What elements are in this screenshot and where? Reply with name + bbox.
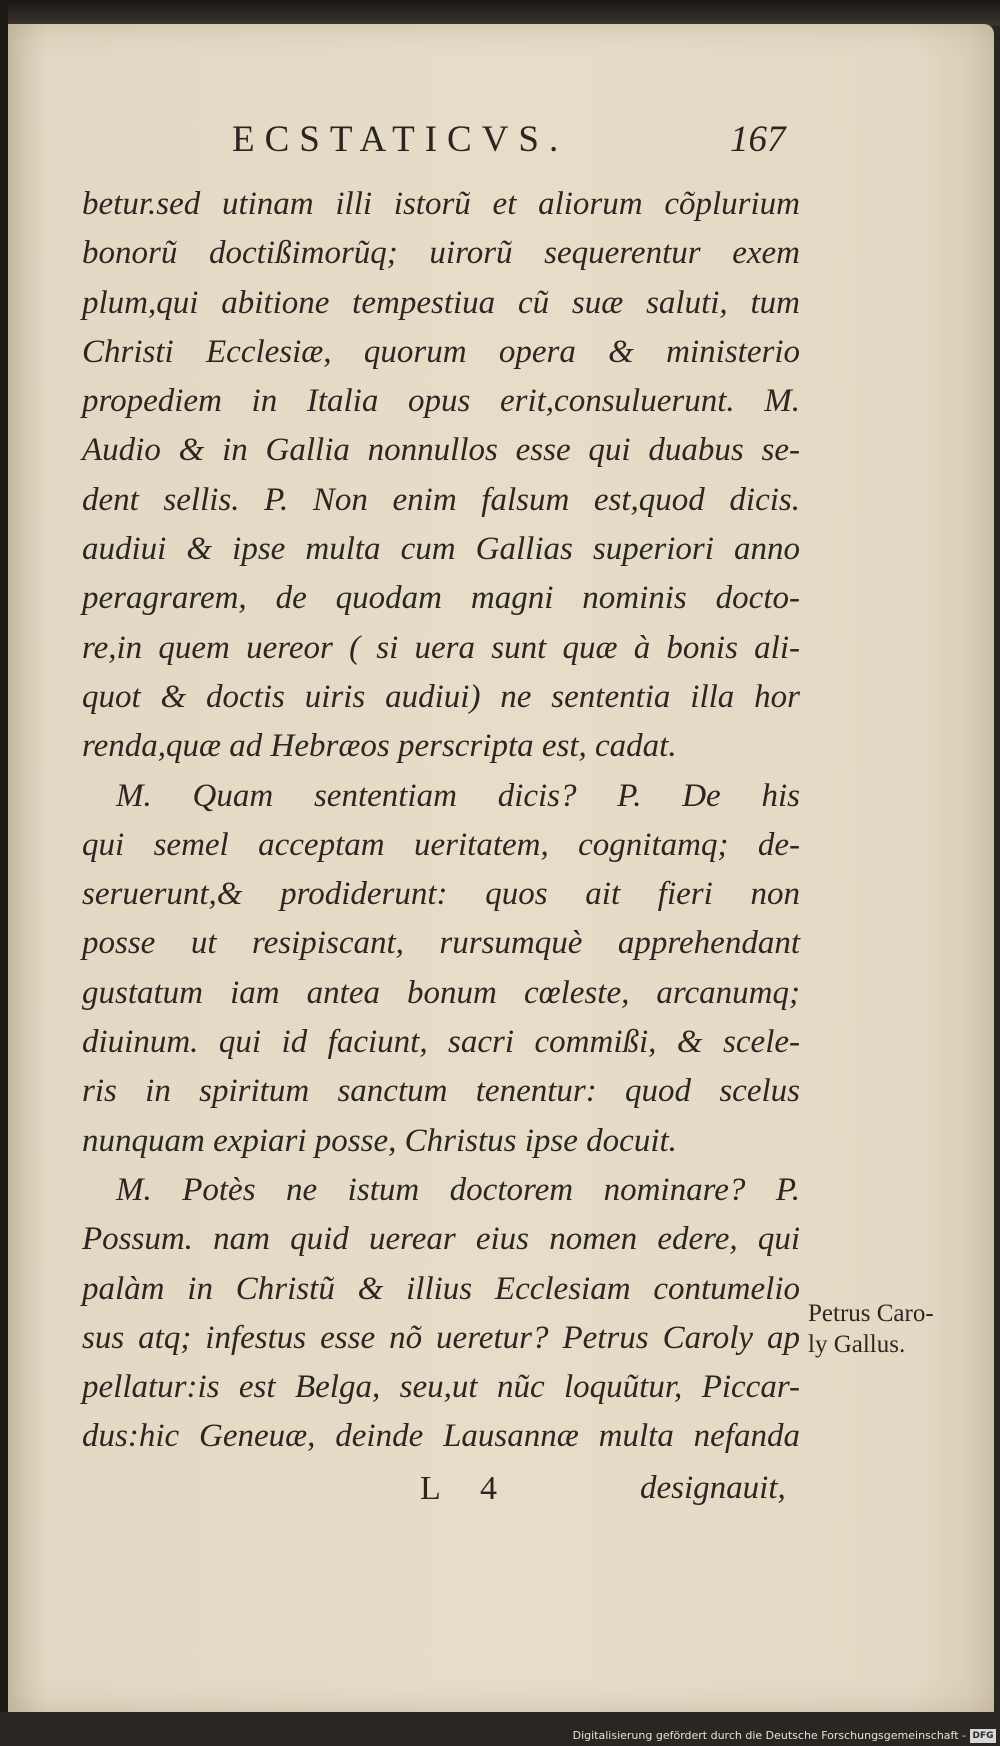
text-line: sus atq; infestus esse nõ ueretur? Petrus Caroly ap [82, 1319, 800, 1356]
dfg-logo-icon: DFG [970, 1729, 996, 1743]
catchword: designauit, [640, 1470, 786, 1506]
text-line: propediem in Italia opus erit,consuluerunt. M. [82, 383, 800, 420]
page-number: 167 [730, 119, 786, 160]
text-line: pellatur:is est Belga, seu,ut nũc loquũtur, Piccar- [82, 1369, 800, 1406]
text-line: posse ut resipiscant, rursumquè apprehendant [82, 925, 800, 962]
signature-mark: L 4 [420, 1470, 514, 1507]
text-line: palàm in Christũ & illius Ecclesiam contumelio [82, 1270, 800, 1307]
text-line: audiui & ipse multa cum Gallias superiori anno [82, 531, 800, 568]
scan-top-edge [0, 0, 1000, 26]
digitization-credit: Digitalisierung gefördert durch die Deutsche Forschungsgemeinschaft - [572, 1729, 966, 1742]
page-header [0, 118, 1000, 168]
text-line: diuinum. qui id faciunt, sacri commißi, & scele- [82, 1024, 800, 1061]
text-line: dent sellis. P. Non enim falsum est,quod dicis. [82, 481, 800, 518]
scan-bottom-strip [0, 1712, 1000, 1746]
text-line: Possum. nam quid uerear eius nomen edere, qui [82, 1221, 800, 1258]
margin-note-line: Petrus Caro- [808, 1300, 934, 1327]
text-line: Audio & in Gallia nonnullos esse qui duabus se- [82, 432, 800, 469]
text-line: M. Potès ne istum doctorem nominare? P. [116, 1171, 800, 1208]
text-line: qui semel acceptam ueritatem, cognitamq; de- [82, 826, 800, 863]
text-line: ris in spiritum sanctum tenentur: quod scelus [82, 1073, 800, 1110]
text-line: renda,quæ ad Hebræos perscripta est, cadat. [82, 728, 677, 765]
text-line: peragrarem, de quodam magni nominis docto- [82, 580, 800, 617]
page-footer [0, 1470, 1000, 1520]
body-text [82, 180, 800, 1462]
text-line: nunquam expiari posse, Christus ipse docuit. [82, 1122, 677, 1159]
text-line: quot & doctis uiris audiui) ne sententia illa hor [82, 678, 800, 715]
text-line: re,in quem uereor ( si uera sunt quæ à bonis ali- [82, 629, 800, 666]
text-line: plum,qui abitione tempestiua cũ suæ saluti, tum [82, 284, 800, 321]
text-line: dus:hic Geneuæ, deinde Lausannæ multa nefanda [82, 1418, 800, 1455]
text-line: Christi Ecclesiæ, quorum opera & ministerio [82, 333, 800, 370]
text-line: seruerunt,& prodiderunt: quos ait fieri non [82, 876, 800, 913]
text-line: betur.sed utinam illi istorũ et aliorum cõplurium [82, 186, 800, 222]
running-title: ECSTATICVS. [232, 119, 569, 160]
text-line: bonorũ doctißimorũq; uirorũ sequerentur exem [82, 235, 800, 272]
margin-note [808, 1298, 978, 1360]
text-line: gustatum iam antea bonum cœleste, arcanumq; [82, 974, 800, 1011]
text-line: M. Quam sententiam dicis? P. De his [116, 777, 800, 814]
margin-note-line: ly Gallus. [808, 1331, 906, 1358]
